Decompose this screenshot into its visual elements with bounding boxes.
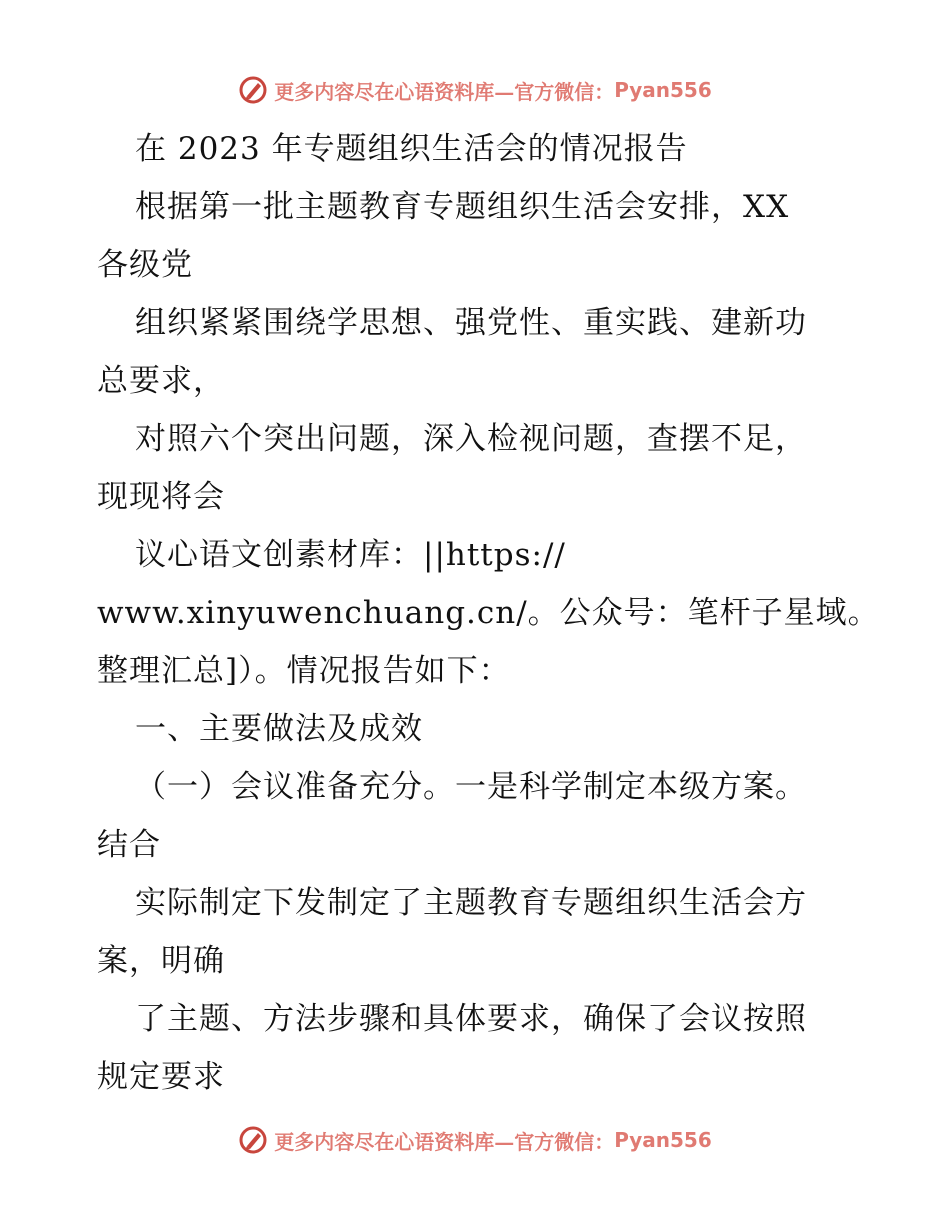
- footer-watermark-banner: [0, 1120, 950, 1160]
- footer-banner-text: 更多内容尽在心语资料库—官方微信：: [274, 1129, 615, 1154]
- header-banner-text: 更多内容尽在心语资料库—官方微信：: [274, 79, 615, 104]
- paragraph-line: 总要求，: [97, 363, 225, 399]
- section-heading: 一、主要做法及成效: [135, 711, 423, 747]
- paragraph-line: 了主题、方法步骤和具体要求，确保了会议按照: [135, 1001, 807, 1037]
- header-banner-wechat-id: Pyan556: [614, 78, 712, 102]
- paragraph-line: www.xinyuwenchuang.cn/。公众号：笔杆子星域。: [97, 595, 880, 631]
- document-title: 在 2023 年专题组织生活会的情况报告: [135, 131, 688, 167]
- pen-logo-icon: [238, 1125, 268, 1155]
- paragraph-line: 实际制定下发制定了主题教育专题组织生活会方: [135, 885, 807, 921]
- header-watermark-banner: [0, 70, 950, 110]
- paragraph-line: 规定要求: [97, 1059, 225, 1095]
- paragraph-line: 议心语文创素材库：||https://: [135, 537, 566, 573]
- paragraph-line: 组织紧紧围绕学思想、强党性、重实践、建新功: [135, 305, 807, 341]
- document-body: [97, 120, 880, 1106]
- paragraph-line: 现现将会: [97, 479, 225, 515]
- paragraph-line: 根据第一批主题教育专题组织生活会安排，XX: [135, 189, 790, 225]
- paragraph-line: （一）会议准备充分。一是科学制定本级方案。: [135, 769, 807, 805]
- paragraph-line: 案，明确: [97, 943, 225, 979]
- paragraph-line: 整理汇总]）。情况报告如下：: [97, 653, 511, 689]
- paragraph-line: 结合: [97, 827, 161, 863]
- pen-logo-icon: [238, 75, 268, 105]
- footer-banner-wechat-id: Pyan556: [614, 1128, 712, 1152]
- paragraph-line: 各级党: [97, 247, 193, 283]
- paragraph-line: 对照六个突出问题，深入检视问题，查摆不足，: [135, 421, 807, 457]
